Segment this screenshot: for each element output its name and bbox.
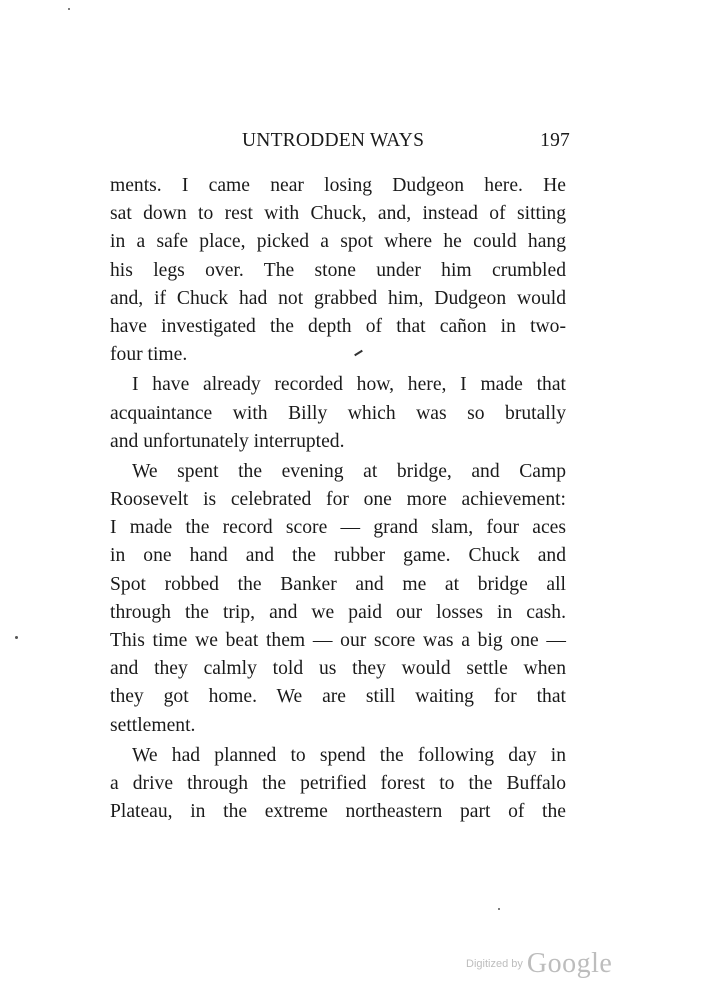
text-line: We spent the evening at bridge, and Camp [132,460,566,482]
page-number: 197 [540,130,570,151]
digitized-by-google-watermark [466,948,616,988]
text-line: and unfortunately interrupted. [110,430,345,452]
text-line: a drive through the petrified forest to the Buffalo [110,772,566,794]
text-line: in one hand and the rubber game. Chuck and [110,545,566,567]
text-line: and they calmly told us they would settle when [110,658,566,680]
text-line: Roosevelt is celebrated for one more achievement: [110,489,566,511]
text-line: sat down to rest with Chuck, and, instead of sitting [110,203,566,225]
text-line: I made the record score — grand slam, four aces [110,517,566,539]
text-line: settlement. [110,714,196,736]
text-line: have investigated the depth of that cañon in two- [110,315,566,337]
running-title: UNTRODDEN WAYS [242,130,425,151]
text-line: ments. I came near losing Dudgeon here. He [110,175,566,196]
body-text [110,172,566,826]
text-line: four time. [110,344,188,366]
text-line: they got home. We are still waiting for that [110,686,566,708]
watermark-brand: Google [526,948,613,979]
text-line: Plateau, in the extreme northeastern part of the [110,801,566,823]
text-line: in a safe place, picked a spot where he could hang [110,231,566,253]
text-line: Spot robbed the Banker and me at bridge all [110,573,566,595]
scan-speck [68,8,70,10]
scan-speck [15,636,18,639]
running-head [242,130,570,156]
text-line: his legs over. The stone under him crumbled [110,259,566,281]
watermark-prefix: Digitized by [466,958,523,970]
text-line: acquaintance with Billy which was so brutally [110,402,566,424]
text-line: This time we beat them — our score was a big one — [110,630,566,651]
text-line: and, if Chuck had not grabbed him, Dudgeon would [110,287,566,309]
scan-speck [498,908,500,910]
text-line: through the trip, and we paid our losses in cash. [110,601,566,623]
text-line: We had planned to spend the following day in [132,744,566,766]
text-line: I have already recorded how, here, I made that [132,374,566,396]
